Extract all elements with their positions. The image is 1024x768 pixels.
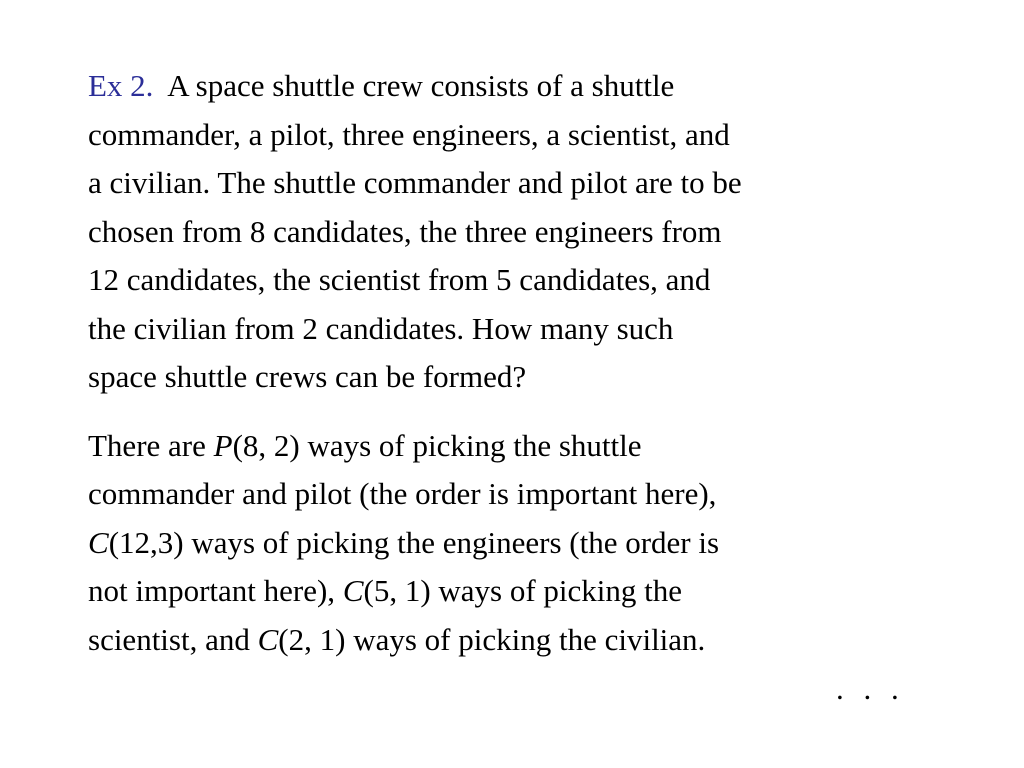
solution-text-fragment: (5, 1) ways of picking the (363, 573, 683, 608)
problem-line: A space shuttle crew consists of a shuttle (167, 68, 675, 103)
combination-symbol: C (88, 524, 109, 560)
solution-text-fragment: (12,3) ways of picking the engineers (the order is (108, 524, 720, 560)
solution-text-fragment: commander and pilot (the order is important here), (88, 476, 717, 511)
slide-content (88, 62, 948, 664)
permutation-symbol: P (213, 427, 233, 463)
solution-text (88, 422, 948, 665)
combination-symbol: C (257, 621, 279, 657)
problem-line: 12 candidates, the scientist from 5 candidates, and (88, 262, 711, 297)
problem-line: space shuttle crews can be formed? (88, 359, 527, 394)
continuation-ellipsis: . . . (836, 671, 905, 706)
problem-line: a civilian. The shuttle commander and pilot are to be (88, 165, 742, 200)
solution-text-fragment: There are (88, 427, 214, 463)
problem-line: commander, a pilot, three engineers, a scientist, and (88, 116, 730, 152)
solution-text-fragment: not important here), (88, 573, 343, 608)
solution-text-fragment: (8, 2) ways of picking the shuttle (232, 427, 642, 463)
solution-text-fragment: (2, 1) ways of picking the civilian. (278, 621, 706, 657)
problem-line: chosen from 8 candidates, the three engineers from (88, 213, 722, 249)
problem-line: the civilian from 2 candidates. How many such (88, 310, 674, 346)
combination-symbol: C (342, 573, 364, 608)
example-label: Ex 2. (88, 68, 154, 103)
problem-statement (88, 62, 948, 402)
solution-text-fragment: scientist, and (88, 621, 258, 657)
